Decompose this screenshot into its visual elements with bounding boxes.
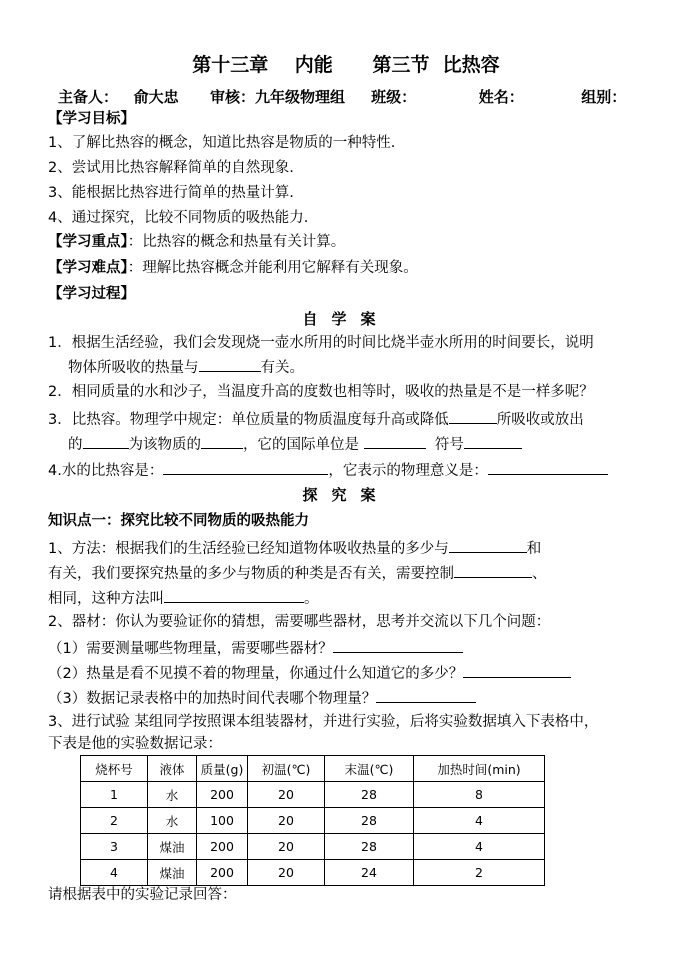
table-cell: 1 xyxy=(81,782,148,808)
objectives-heading: 【学习目标】 xyxy=(48,111,135,127)
table-cell: 2 xyxy=(81,808,148,834)
table-cell: 200 xyxy=(197,834,248,860)
question-3b xyxy=(48,432,644,456)
question-4-text: 4.水的比热容是： xyxy=(48,463,164,479)
table-row xyxy=(81,782,545,808)
difficulty-line xyxy=(48,257,644,279)
equipment-question-1 xyxy=(48,636,644,660)
answer-blank[interactable] xyxy=(83,432,129,449)
key-point-line xyxy=(48,231,644,253)
equipment-line: 2、器材：你认为要验证你的猜想，需要哪些器材，思考并交流以下几个问题： xyxy=(48,614,551,630)
process-heading: 【学习过程】 xyxy=(48,286,135,302)
table-header-cell: 末温(℃) xyxy=(325,756,414,782)
difficulty-label: 【学习难点】 xyxy=(48,260,128,276)
question-4 xyxy=(48,458,644,482)
question-1b xyxy=(48,355,644,379)
explore-heading: 探究案 xyxy=(302,486,390,504)
equipment-question-text: （3）数据记录表格中的加热时间代表哪个物理量？ xyxy=(48,691,377,707)
question-3a-text: 3．比热容。物理学中规定：单位质量的物质温度每升高或降低 xyxy=(48,412,449,428)
table-cell: 3 xyxy=(81,834,148,860)
table-cell: 水 xyxy=(148,782,197,808)
equipment-question-text: （1）需要测量哪些物理量，需要哪些器材？ xyxy=(48,641,333,657)
question-3b-part: 的 xyxy=(68,437,83,453)
table-cell: 水 xyxy=(148,808,197,834)
question-3b-part: ，它的国际单位是 xyxy=(243,437,359,453)
table-cell: 8 xyxy=(414,782,545,808)
table-header-cell: 烧杯号 xyxy=(81,756,148,782)
method-line-3 xyxy=(48,586,644,610)
table-cell: 24 xyxy=(325,860,414,886)
author-info-line: 主备人： 俞大忠 审核：九年级物理组 班级： 姓名： 组别： xyxy=(58,88,627,106)
method-line-2 xyxy=(48,561,644,585)
table-row xyxy=(81,834,545,860)
answer-blank[interactable] xyxy=(449,407,497,424)
table-cell: 4 xyxy=(414,834,545,860)
table-cell: 28 xyxy=(325,782,414,808)
method-text: 、 xyxy=(532,566,547,582)
answer-blank[interactable] xyxy=(333,636,463,653)
answer-blank[interactable] xyxy=(201,432,243,449)
table-cell: 20 xyxy=(248,808,325,834)
table-cell: 20 xyxy=(248,782,325,808)
objective-item: 1、了解比热容的概念，知道比热容是物质的一种特性. xyxy=(48,135,396,151)
experiment-data-table xyxy=(80,755,545,886)
question-3b-part: 为该物质的 xyxy=(128,437,201,453)
table-cell: 100 xyxy=(197,808,248,834)
answer-blank[interactable] xyxy=(464,432,522,449)
answer-blank[interactable] xyxy=(449,536,527,553)
table-header-cell: 液体 xyxy=(148,756,197,782)
question-2: 2．相同质量的水和沙子，当温度升高的度数也相等时，吸收的热量是不是一样多呢？ xyxy=(48,384,594,400)
table-row xyxy=(81,808,545,834)
key-point-text: ：比热容的概念和热量有关计算。 xyxy=(127,234,346,250)
table-cell: 200 xyxy=(197,860,248,886)
method-text: 。 xyxy=(304,591,319,607)
question-4-text: ，它表示的物理意义是： xyxy=(328,463,488,479)
experiment-line-1: 3、进行试验 某组同学按照课本组装器材，并进行实验，后将实验数据填入下表格中， xyxy=(48,714,599,730)
table-header-row xyxy=(81,756,545,782)
answer-blank[interactable] xyxy=(376,686,476,703)
equipment-question-text: （2）热量是看不见摸不着的物理量，你通过什么知道它的多少？ xyxy=(48,666,464,682)
knowledge-point-1: 知识点一：探究比较不同物质的吸热能力 xyxy=(48,513,309,529)
equipment-question-3 xyxy=(48,686,644,710)
answer-blank[interactable] xyxy=(454,561,532,578)
question-3b-part: 符号 xyxy=(434,437,464,453)
table-header-cell: 初温(℃) xyxy=(248,756,325,782)
self-study-heading: 自学案 xyxy=(302,310,390,328)
answer-prompt: 请根据表中的实验记录回答： xyxy=(48,887,237,903)
objective-item: 3、能根据比热容进行简单的热量计算. xyxy=(48,185,294,201)
table-cell: 2 xyxy=(414,860,545,886)
question-3a-suffix: 所吸收或放出 xyxy=(496,412,584,428)
answer-blank[interactable] xyxy=(163,458,328,475)
method-text: 和 xyxy=(526,541,542,557)
answer-blank[interactable] xyxy=(199,355,261,372)
method-line-1 xyxy=(48,536,644,560)
objective-item: 2、尝试用比热容解释简单的自然现象. xyxy=(48,160,294,176)
method-text: 有关，我们要探究热量的多少与物质的种类是否有关，需要控制 xyxy=(48,566,454,582)
method-text: 1、方法：根据我们的生活经验已经知道物体吸收热量的多少与 xyxy=(48,541,449,557)
equipment-question-2 xyxy=(48,661,644,685)
table-cell: 4 xyxy=(414,808,545,834)
question-1b-suffix: 有关。 xyxy=(260,360,304,376)
table-row xyxy=(81,860,545,886)
page-title: 第十三章 内能 第三节 比热容 xyxy=(192,54,500,76)
table-header-cell: 加热时间(min) xyxy=(414,756,545,782)
table-cell: 4 xyxy=(81,860,148,886)
method-text: 相同，这种方法叫 xyxy=(48,591,164,607)
table-header-cell: 质量(g) xyxy=(197,756,248,782)
table-cell: 20 xyxy=(248,860,325,886)
answer-blank[interactable] xyxy=(463,661,571,678)
table-cell: 28 xyxy=(325,808,414,834)
key-point-label: 【学习重点】 xyxy=(48,234,128,250)
experiment-line-2: 下表是他的实验数据记录： xyxy=(48,736,222,752)
answer-blank[interactable] xyxy=(164,586,304,603)
objective-item: 4、通过探究，比较不同物质的吸热能力. xyxy=(48,210,309,226)
table-cell: 煤油 xyxy=(148,834,197,860)
question-1b-text: 物体所吸收的热量与 xyxy=(68,360,199,376)
table-cell: 20 xyxy=(248,834,325,860)
answer-blank[interactable] xyxy=(364,432,426,449)
table-cell: 200 xyxy=(197,782,248,808)
question-1a: 1．根据生活经验，我们会发现烧一壶水所用的时间比烧半壶水所用的时间要长，说明 xyxy=(48,335,594,351)
table-cell: 煤油 xyxy=(148,860,197,886)
difficulty-text: ：理解比热容概念并能利用它解释有关现象。 xyxy=(127,260,418,276)
table-cell: 28 xyxy=(325,834,414,860)
answer-blank[interactable] xyxy=(488,458,608,475)
question-3a xyxy=(48,407,644,431)
